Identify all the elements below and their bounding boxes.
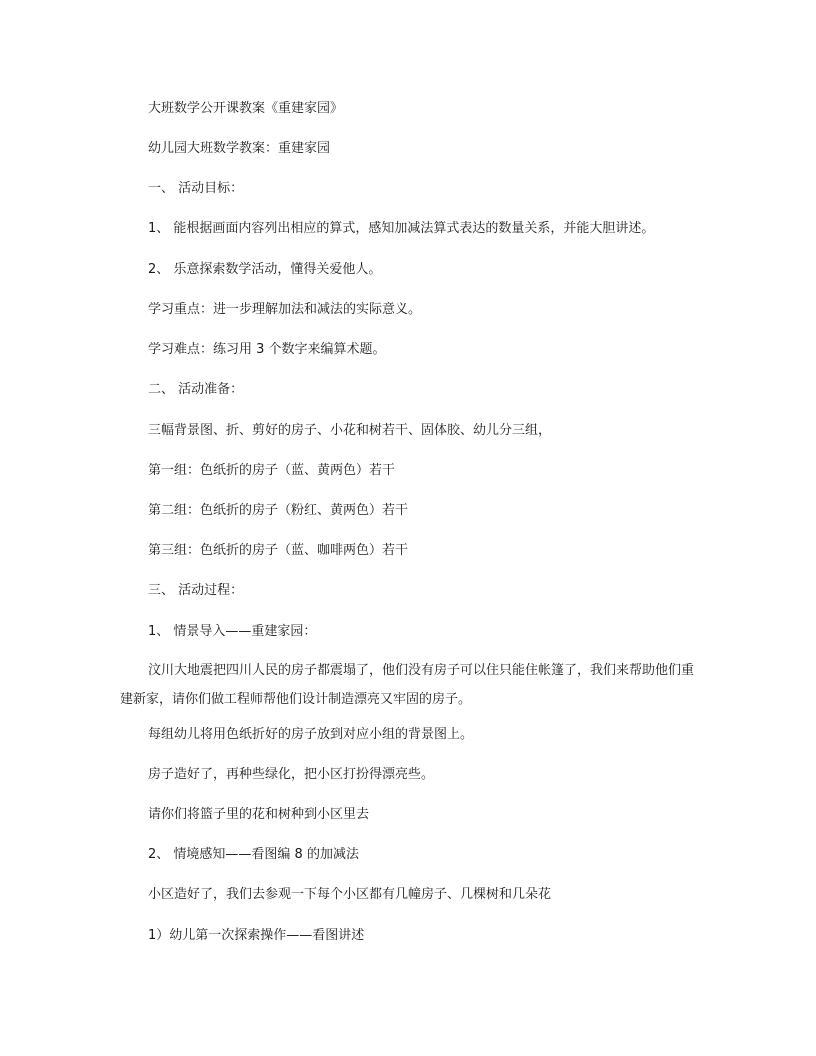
process-paragraph: 请你们将篮子里的花和树种到小区里去 <box>148 807 370 822</box>
process-paragraph: 每组幼儿将用色纸折好的房子放到对应小组的背景图上。 <box>148 727 474 742</box>
goal-item-2: 2、 乐意探索数学活动，懂得关爱他人。 <box>148 262 382 277</box>
key-point: 学习重点：进一步理解加法和减法的实际意义。 <box>148 302 422 317</box>
section-heading-preparation: 二、 活动准备： <box>148 382 244 397</box>
difficult-point: 学习难点：练习用 3 个数字来编算术题。 <box>148 342 386 357</box>
process-paragraph: 小区造好了，我们去参观一下每个小区都有几幢房子、几棵树和几朵花 <box>148 887 552 902</box>
process-paragraph: 房子造好了，再种些绿化，把小区打扮得漂亮些。 <box>148 767 435 782</box>
group-3: 第三组：色纸折的房子（蓝、咖啡两色）若干 <box>148 543 409 558</box>
group-1: 第一组：色纸折的房子（蓝、黄两色）若干 <box>148 463 396 478</box>
process-substep-1: 1）幼儿第一次探索操作——看图讲述 <box>148 928 365 943</box>
goal-item-1: 1、 能根据画面内容列出相应的算式，感知加减法算式表达的数量关系，并能大胆讲述。 <box>148 221 655 236</box>
document-title: 大班数学公开课教案《重建家园》 <box>148 101 344 116</box>
preparation-materials: 三幅背景图、折、剪好的房子、小花和树若干、固体胶、幼儿分三组， <box>148 423 552 438</box>
section-heading-process: 三、 活动过程： <box>148 583 244 598</box>
process-step-2: 2、 情境感知——看图编 8 的加减法 <box>148 847 359 862</box>
process-paragraph: 汶川大地震把四川人民的房子都震塌了，他们没有房子可以住只能住帐篷了，我们来帮助他们重建新家，请你们做工程师帮他们设计制造漂亮又牢固的房子。 <box>120 663 695 707</box>
document-subtitle: 幼儿园大班数学教案：重建家园 <box>148 141 331 156</box>
group-2: 第二组：色纸折的房子（粉红、黄两色）若干 <box>148 503 409 518</box>
section-heading-goals: 一、 活动目标： <box>148 181 244 196</box>
process-step-1: 1、 情景导入——重建家园： <box>148 624 317 639</box>
